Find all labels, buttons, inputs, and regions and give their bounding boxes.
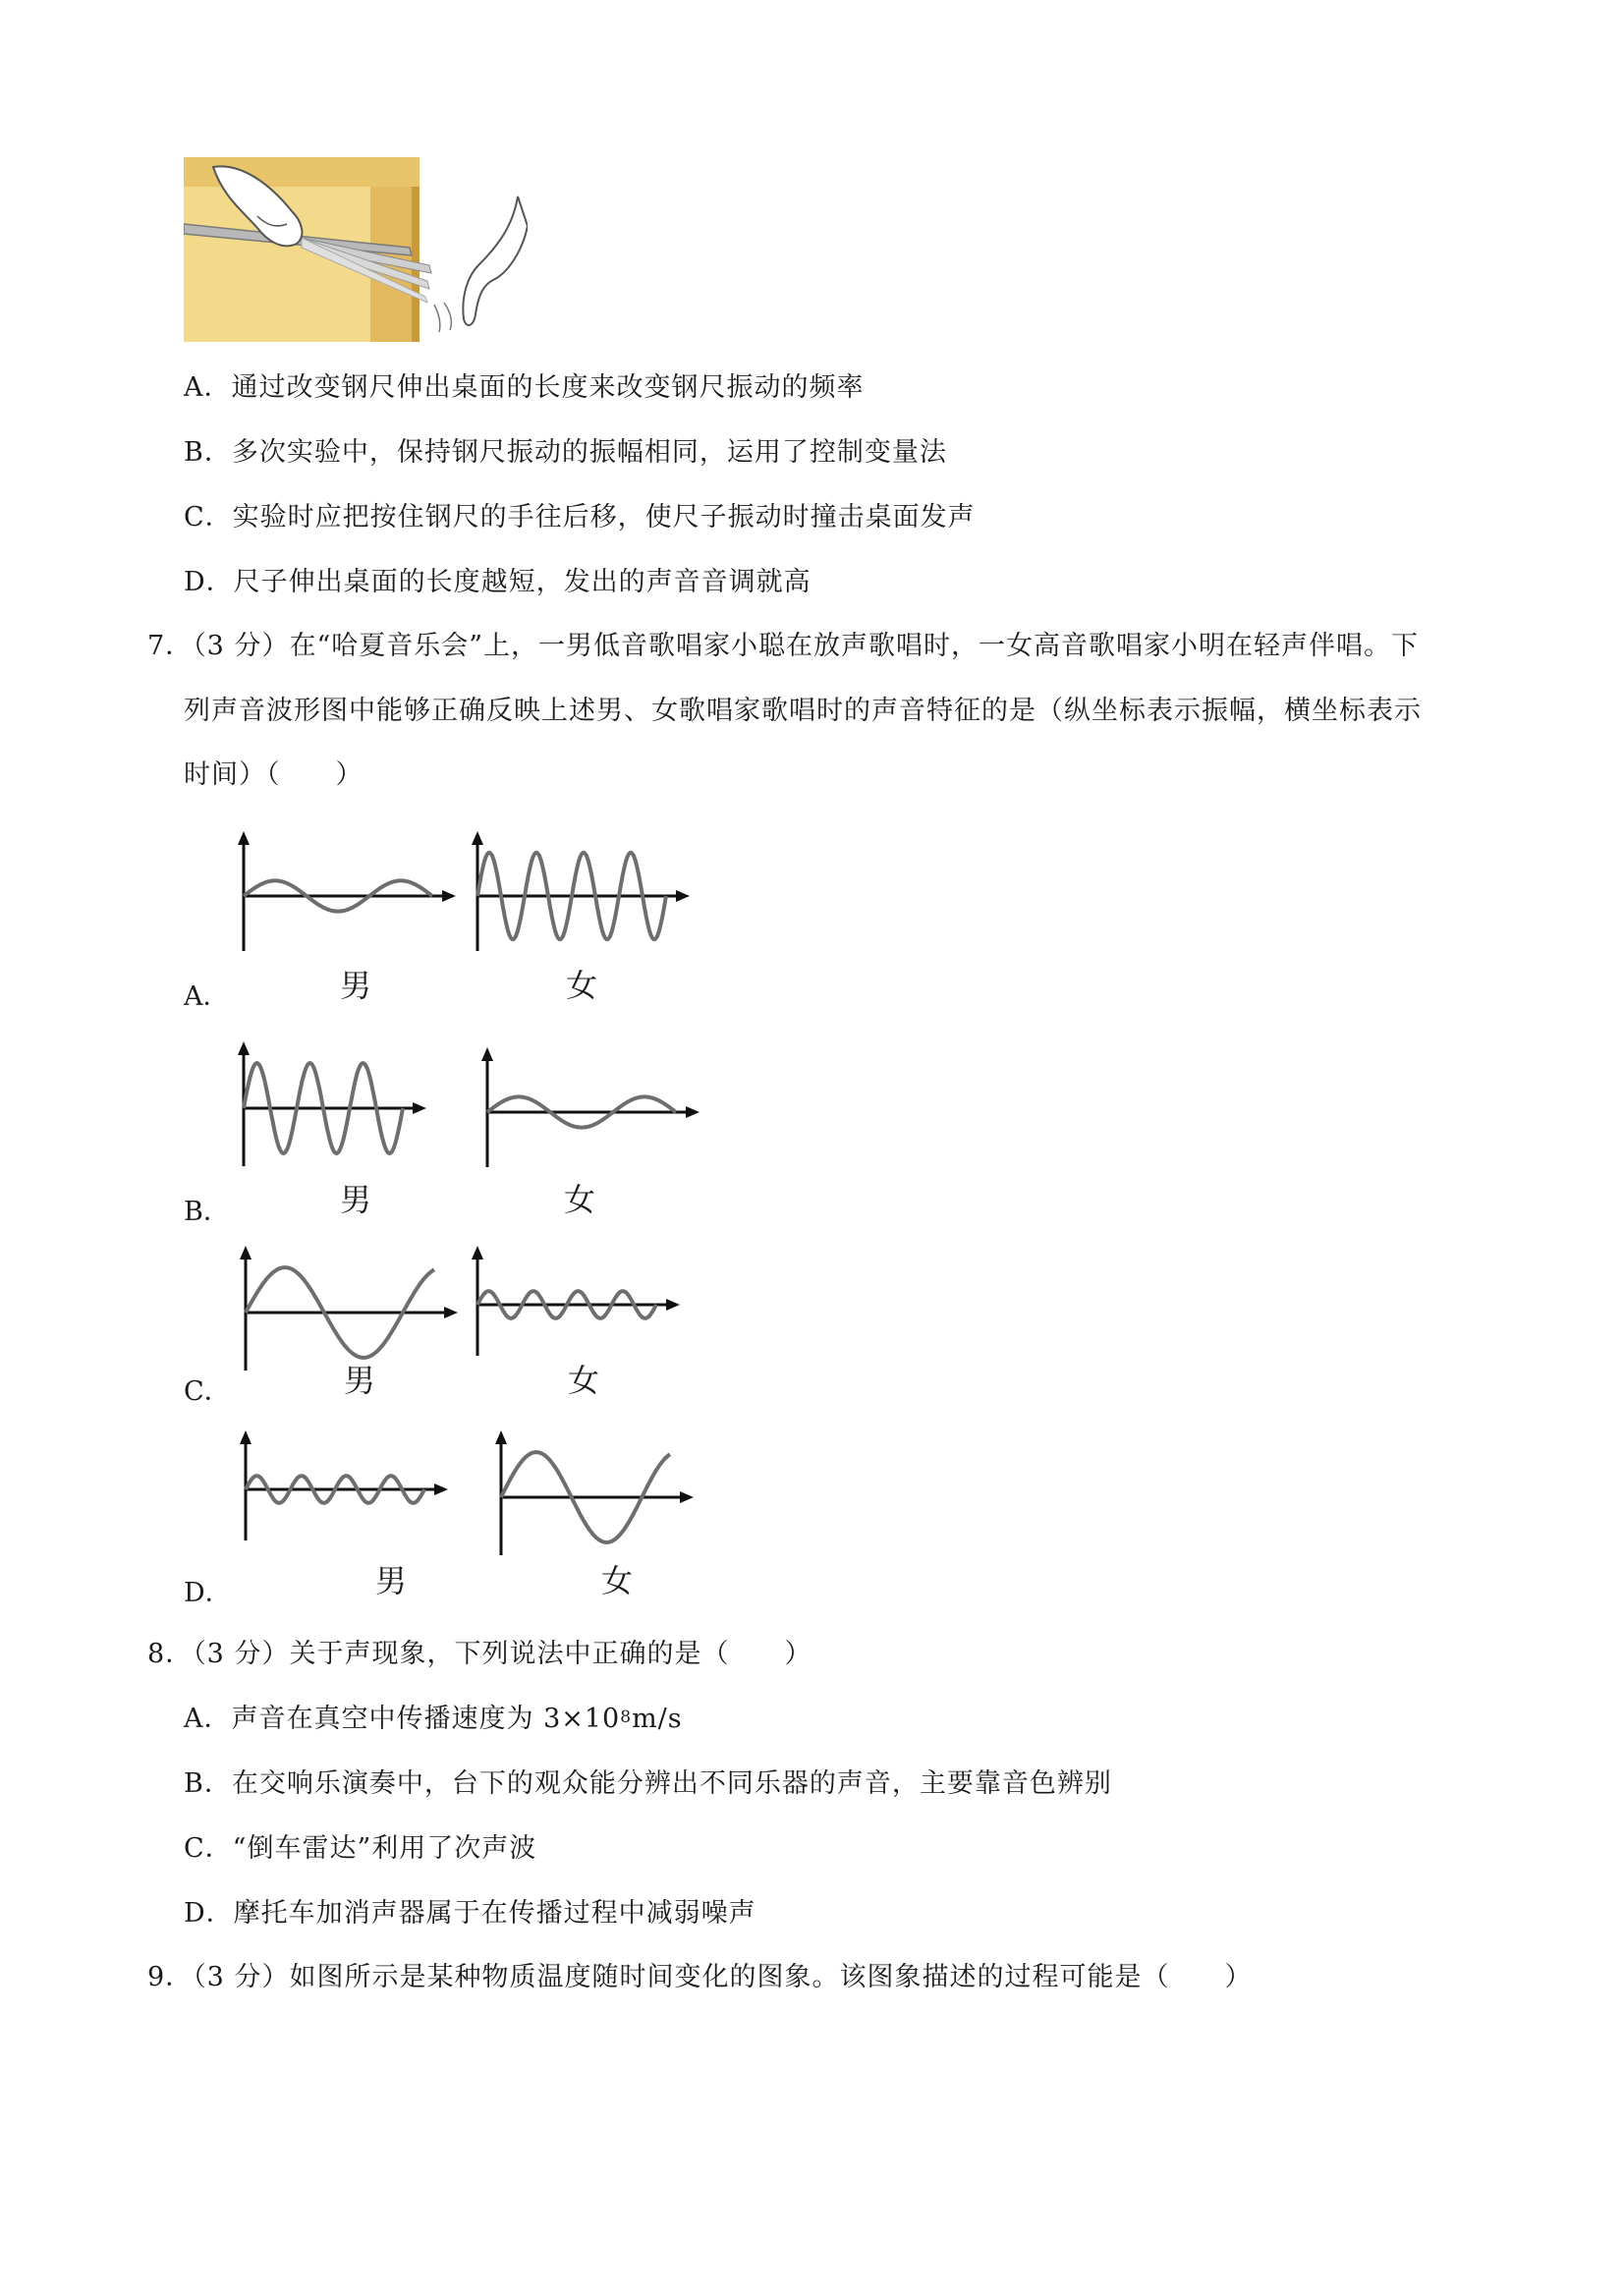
option-label: D．	[184, 1898, 234, 1929]
option-label: C．	[184, 1833, 233, 1864]
q7-option-a-label: A．	[184, 981, 230, 1012]
x-axis-arrow	[680, 1491, 694, 1503]
wave-graph	[236, 1036, 432, 1168]
male-label: 男	[340, 967, 372, 1004]
x-axis-arrow	[434, 1484, 448, 1495]
male-label: 男	[375, 1562, 408, 1599]
female-label: 女	[568, 1362, 600, 1399]
q7-option-c-label: C．	[184, 1376, 231, 1407]
q7-stem-line2: 列声音波形图中能够正确反映上述男、女歌唱家歌唱时的声音特征的是（纵坐标表示振幅，横坐标表示	[184, 696, 1422, 726]
y-axis-arrow	[481, 1047, 493, 1061]
option-label: C．	[184, 502, 233, 532]
q8-option-b	[184, 1764, 1112, 1804]
q6-option-c	[184, 498, 976, 537]
q7-option-b-label: B．	[184, 1197, 230, 1227]
question-text: 关于声现象，下列说法中正确的是（ ）	[289, 1639, 812, 1669]
option-text: 摩托车加消声器属于在传播过程中减弱噪声	[233, 1898, 756, 1929]
option-text: 多次实验中，保持钢尺振动的振幅相同，运用了控制变量法	[231, 437, 947, 468]
q7-stem-line1	[147, 627, 1419, 666]
option-text: 在交响乐演奏中，台下的观众能分辨出不同乐器的声音，主要靠音色辨别	[231, 1768, 1112, 1799]
option-label: B．	[184, 1768, 232, 1799]
question-number: 8．	[147, 1639, 194, 1669]
option-unit: m/s	[632, 1704, 683, 1734]
option-label: D．	[184, 567, 234, 597]
question-number: 9．	[147, 1962, 194, 1992]
question-number: 7．	[147, 631, 194, 661]
wave-graph	[238, 1240, 464, 1372]
option-label: B．	[184, 437, 232, 468]
q8-option-c	[184, 1829, 536, 1869]
wave-graph	[236, 825, 462, 953]
x-axis-arrow	[442, 890, 456, 902]
q6-option-b	[184, 433, 947, 473]
q8-option-d	[184, 1894, 756, 1933]
y-axis-arrow	[495, 1430, 507, 1444]
q6-option-a	[184, 368, 865, 408]
q8-option-a	[184, 1700, 683, 1739]
female-label: 女	[564, 1181, 596, 1218]
option-text: “倒车雷达”利用了次声波	[232, 1833, 537, 1864]
option-text: 实验时应把按住钢尺的手往后移，使尺子振动时撞击桌面发声	[232, 502, 976, 532]
x-axis-arrow	[686, 1106, 700, 1118]
y-axis-arrow	[472, 1246, 483, 1260]
wave-graph	[479, 1041, 705, 1169]
x-axis-arrow	[413, 1102, 426, 1114]
wave-graph	[470, 1240, 686, 1358]
question-score: （3 分）	[193, 631, 290, 661]
option-text: 通过改变钢尺伸出桌面的长度来改变钢尺振动的频率	[231, 372, 865, 403]
female-label: 女	[601, 1562, 634, 1599]
y-axis-arrow	[240, 1430, 252, 1444]
male-label: 男	[344, 1362, 376, 1399]
q7-option-d-label: D．	[184, 1578, 232, 1608]
option-label: A．	[184, 372, 232, 403]
ruler-experiment-figure	[184, 157, 528, 342]
q9-stem	[147, 1958, 1252, 1997]
x-axis-arrow	[444, 1307, 458, 1318]
q7-stem-line3: 时间）（ ）	[184, 759, 364, 790]
y-axis-arrow	[472, 831, 483, 845]
x-axis-arrow	[666, 1299, 680, 1311]
question-score: （3 分）	[193, 1639, 290, 1669]
y-axis-arrow	[238, 831, 250, 845]
y-axis-arrow	[238, 1041, 250, 1055]
option-text: 声音在真空中传播速度为 3×10	[231, 1704, 621, 1734]
q6-option-d	[184, 563, 812, 602]
option-text: 尺子伸出桌面的长度越短，发出的声音音调就高	[233, 567, 812, 597]
y-axis-arrow	[240, 1246, 252, 1260]
female-label: 女	[566, 967, 598, 1004]
x-axis-arrow	[676, 890, 690, 902]
exponent: 8	[620, 1708, 633, 1727]
question-score: （3 分）	[193, 1962, 290, 1992]
male-label: 男	[340, 1181, 372, 1218]
wave-graph	[470, 825, 696, 953]
wave-graph	[493, 1425, 700, 1557]
option-label: A．	[184, 1704, 232, 1734]
q8-stem	[147, 1635, 812, 1674]
wave-graph	[238, 1425, 454, 1542]
question-text: 如图所示是某种物质温度随时间变化的图象。该图象描述的过程可能是（ ）	[289, 1962, 1253, 1992]
question-text: 在“哈夏音乐会”上，一男低音歌唱家小聪在放声歌唱时，一女高音歌唱家小明在轻声伴唱。下	[289, 631, 1420, 661]
